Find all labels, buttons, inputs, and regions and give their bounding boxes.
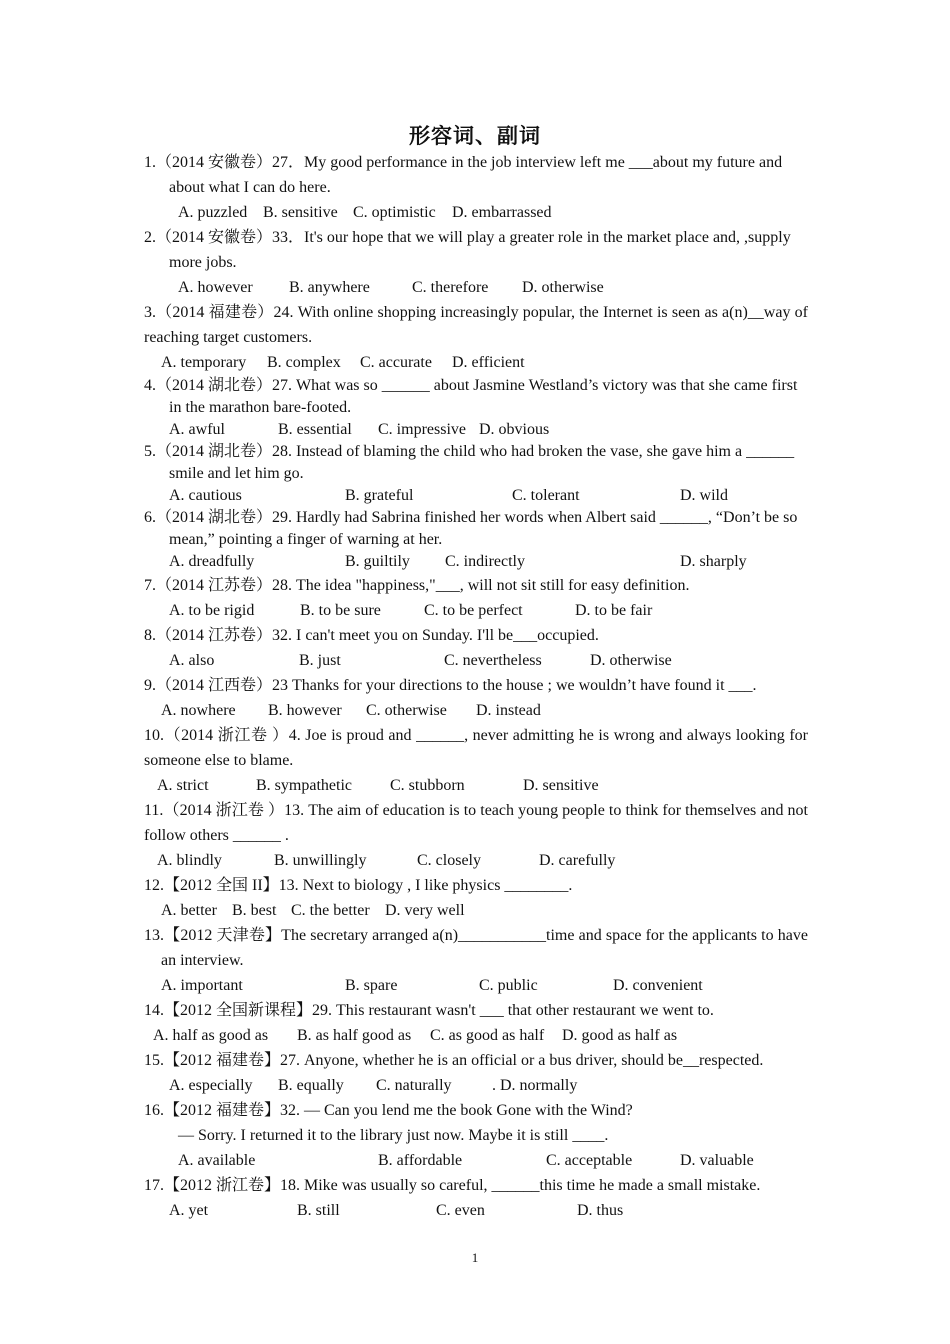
page-number: 1 — [471, 1250, 479, 1265]
option-a: A. blindly — [157, 852, 222, 869]
option-c: C. otherwise — [366, 702, 447, 719]
option-row — [144, 598, 808, 623]
option-c: C. stubborn — [390, 777, 465, 794]
option-c: C. optimistic — [353, 204, 436, 221]
option-row — [144, 648, 808, 673]
question-stem: 6.（2014 湖北卷）29. Hardly had Sabrina finished her words when Albert said ______, “Don’t be so mean,” pointing a finger of warning at her. — [144, 509, 798, 548]
option-a: A. also — [169, 652, 215, 669]
option-b: B. complex — [267, 354, 341, 371]
question-3 — [144, 300, 808, 375]
option-b: B. just — [299, 652, 341, 669]
option-row — [144, 485, 808, 507]
option-row — [144, 275, 808, 300]
option-row — [144, 698, 808, 723]
option-b: B. equally — [278, 1077, 344, 1094]
question-stem: 11.（2014 浙江卷 ）13. The aim of education is to teach young people to think for themselves and not follow others ______ . — [144, 802, 808, 844]
option-row — [144, 419, 808, 441]
option-b: B. best — [232, 902, 277, 919]
option-c: C. impressive — [378, 421, 466, 438]
option-row — [144, 200, 808, 225]
question-stem: 7.（2014 江苏卷）28. The idea "happiness,"___, will not sit still for easy definition. — [144, 577, 690, 594]
option-a: A. however — [178, 279, 253, 296]
question-stem: 5.（2014 湖北卷）28. Instead of blaming the child who had broken the vase, she gave him a ______ smile and let him go. — [144, 443, 795, 482]
option-a: A. important — [161, 977, 243, 994]
option-a: A. cautious — [169, 487, 242, 504]
option-c: C. indirectly — [445, 553, 525, 570]
question-7 — [144, 573, 808, 623]
option-row — [144, 973, 808, 998]
question-13 — [144, 923, 808, 998]
question-6 — [144, 507, 808, 573]
question-8 — [144, 623, 808, 673]
option-d: D. to be fair — [575, 602, 653, 619]
option-a: A. better — [161, 902, 217, 919]
question-dialogue-line: — Sorry. I returned it to the library just now. Maybe it is still ____. — [178, 1127, 609, 1144]
option-b: B. however — [268, 702, 342, 719]
option-d: D. wild — [680, 487, 728, 504]
question-list — [144, 150, 808, 1223]
option-b: B. sympathetic — [256, 777, 352, 794]
option-a: A. half as good as — [153, 1027, 269, 1044]
option-d: D. carefully — [539, 852, 616, 869]
option-c: C. tolerant — [512, 487, 580, 504]
option-row — [144, 1148, 808, 1173]
option-row — [144, 848, 808, 873]
question-2 — [144, 225, 808, 300]
option-row — [144, 1023, 808, 1048]
question-12 — [144, 873, 808, 923]
option-c: C. accurate — [360, 354, 432, 371]
option-a: A. dreadfully — [169, 553, 255, 570]
option-d: D. thus — [577, 1202, 624, 1219]
question-stem: 13.【2012 天津卷】The secretary arranged a(n)___________time and space for the applicants to have an interview. — [144, 927, 808, 969]
option-row — [144, 350, 808, 375]
question-stem: 2.（2014 安徽卷）33．It's our hope that we will play a greater role in the market place and, ,supply more jobs. — [144, 229, 791, 271]
question-stem: 9.（2014 江西卷）23 Thanks for your directions to the house ; we wouldn’t have found it ___. — [144, 677, 757, 694]
option-d: D. obvious — [479, 421, 550, 438]
option-a: A. nowhere — [161, 702, 236, 719]
option-d: D. instead — [476, 702, 541, 719]
option-d: D. good as half as — [562, 1027, 678, 1044]
question-stem: 10.（2014 浙江卷 ）4. Joe is proud and ______, never admitting he is wrong and always looking for someone else to blame. — [144, 727, 808, 769]
option-c: C. naturally — [376, 1077, 452, 1094]
option-c: C. acceptable — [546, 1152, 633, 1169]
option-b: B. grateful — [345, 487, 414, 504]
option-d: D. efficient — [452, 354, 525, 371]
question-stem: 3.（2014 福建卷）24. With online shopping increasingly popular, the Internet is seen as a(n)__way of reaching target customers. — [144, 304, 808, 346]
question-16 — [144, 1098, 808, 1173]
option-b: B. unwillingly — [274, 852, 367, 869]
option-c: C. as good as half — [430, 1027, 545, 1044]
option-b: B. as half good as — [297, 1027, 412, 1044]
option-a: A. especially — [169, 1077, 253, 1094]
option-b: B. sensitive — [263, 204, 338, 221]
option-c: C. nevertheless — [444, 652, 542, 669]
option-d: D. sensitive — [523, 777, 599, 794]
option-b: B. essential — [278, 421, 352, 438]
option-a: A. strict — [157, 777, 209, 794]
option-c: C. even — [436, 1202, 485, 1219]
option-b: B. guiltily — [345, 553, 410, 570]
option-a: A. awful — [169, 421, 225, 438]
option-d: D. sharply — [680, 553, 747, 570]
question-stem: 17.【2012 浙江卷】18. Mike was usually so careful, ______this time he made a small mistake. — [144, 1177, 761, 1194]
page-title: 形容词、副词 — [409, 124, 541, 148]
question-1 — [144, 150, 808, 225]
option-a: A. puzzled — [178, 204, 248, 221]
option-c: C. to be perfect — [424, 602, 523, 619]
question-14 — [144, 998, 808, 1048]
question-stem: 16.【2012 福建卷】32. — Can you lend me the book Gone with the Wind? — [144, 1102, 633, 1119]
question-stem: 14.【2012 全国新课程】29. This restaurant wasn't ___ that other restaurant we went to. — [144, 1002, 714, 1019]
option-c: C. therefore — [412, 279, 489, 296]
question-15 — [144, 1048, 808, 1098]
question-4 — [144, 375, 808, 441]
option-row — [144, 773, 808, 798]
question-10 — [144, 723, 808, 798]
question-11 — [144, 798, 808, 873]
option-a: A. to be rigid — [169, 602, 255, 619]
option-d: D. otherwise — [522, 279, 604, 296]
option-a: A. yet — [169, 1202, 209, 1219]
option-b: B. spare — [345, 977, 398, 994]
option-d: . D. normally — [492, 1077, 578, 1094]
option-c: C. the better — [291, 902, 370, 919]
question-9 — [144, 673, 808, 723]
option-c: C. public — [479, 977, 538, 994]
option-b: B. still — [297, 1202, 340, 1219]
question-stem: 1.（2014 安徽卷）27．My good performance in the job interview left me ___about my future and about what I can do here. — [144, 154, 783, 196]
question-stem: 4.（2014 湖北卷）27. What was so ______ about Jasmine Westland’s victory was that she came first in the marathon bare-footed. — [144, 377, 798, 416]
question-5 — [144, 441, 808, 507]
question-stem: 12.【2012 全国 II】13. Next to biology , I like physics ________. — [144, 877, 573, 894]
option-d: D. embarrassed — [452, 204, 552, 221]
question-stem: 15.【2012 福建卷】27. Anyone, whether he is an official or a bus driver, should be__respected. — [144, 1052, 764, 1069]
option-c: C. closely — [417, 852, 481, 869]
option-d: D. very well — [385, 902, 465, 919]
question-17 — [144, 1173, 808, 1223]
option-row — [144, 898, 808, 923]
option-row — [144, 551, 808, 573]
question-stem: 8.（2014 江苏卷）32. I can't meet you on Sunday. I'll be___occupied. — [144, 627, 599, 644]
option-d: D. valuable — [680, 1152, 754, 1169]
option-a: A. temporary — [161, 354, 247, 371]
option-a: A. available — [178, 1152, 256, 1169]
option-row — [144, 1198, 808, 1223]
option-d: D. convenient — [613, 977, 703, 994]
option-row — [144, 1073, 808, 1098]
option-b: B. to be sure — [300, 602, 381, 619]
option-b: B. affordable — [378, 1152, 463, 1169]
option-d: D. otherwise — [590, 652, 672, 669]
option-b: B. anywhere — [289, 279, 370, 296]
